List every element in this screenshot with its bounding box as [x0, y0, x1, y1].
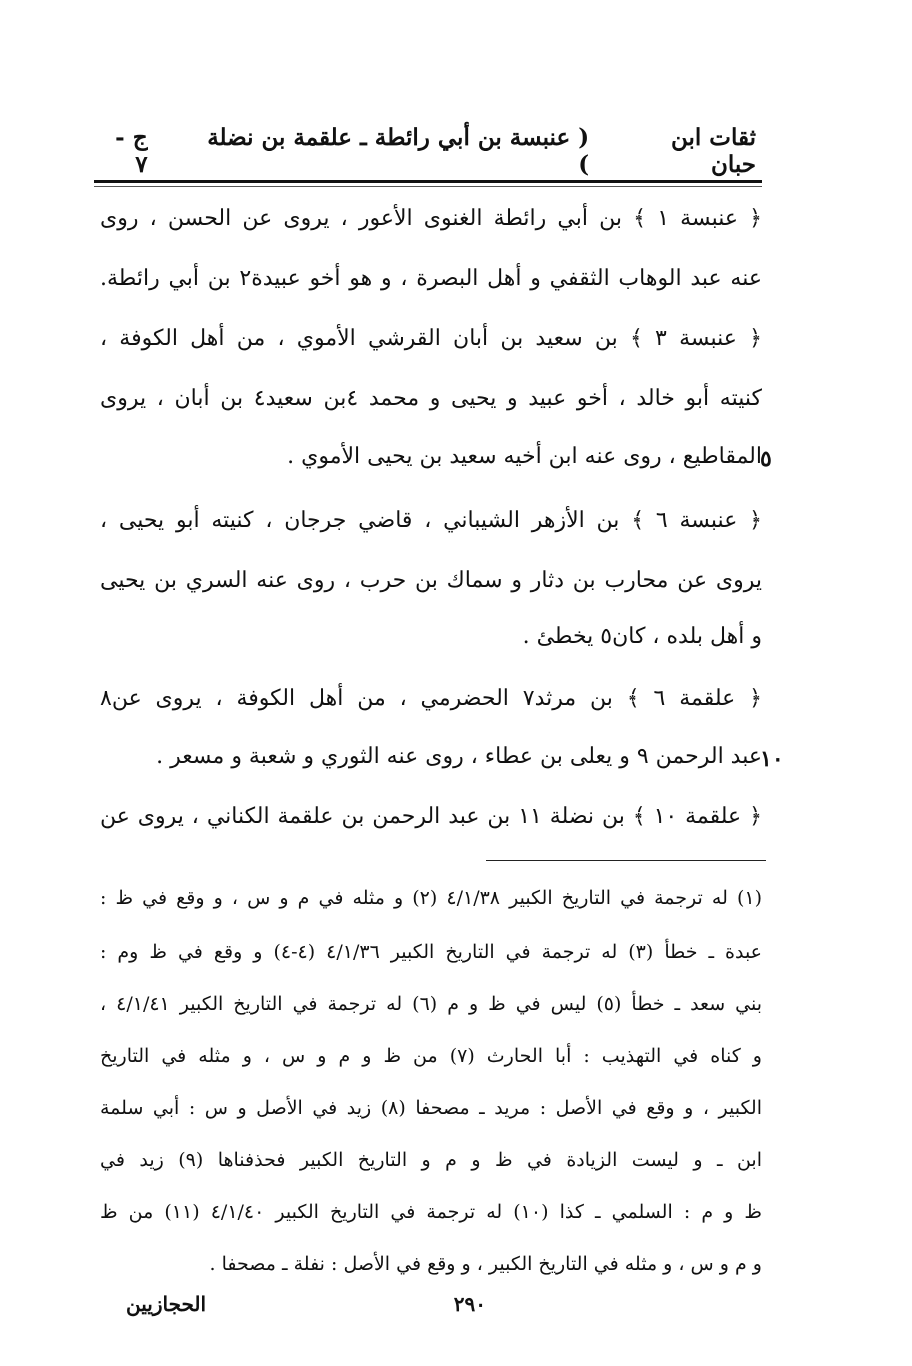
line-number-5: ٥	[760, 446, 772, 472]
body-line-2: عنه عبد الوهاب الثقفي و أهل البصرة ، و هو أخو عبيدة٢ بن أبي رائطة.	[100, 266, 762, 291]
header-rule-thin	[94, 186, 762, 187]
footnote-line-2: عبدة ـ خطأ (٣) له ترجمة في التاريخ الكبير ٤/١/٣٦ (٤-٤) و وقع في ظ وم :	[100, 941, 763, 963]
footnote-line-5: الكبير ، و وقع في الأصل : مريد ـ مصحفا (٨) زيد في الأصل و س : أبي سلمة	[100, 1097, 763, 1119]
body-line-7: يروى عن محارب بن دثار و سماك بن حرب ، روى عنه السري بن يحيى	[100, 568, 762, 593]
header-volume: ج - ٧	[115, 124, 148, 178]
signature-mark: الحجازيين	[126, 1292, 207, 1316]
line-number-10: ١٠	[760, 746, 784, 772]
footnote-line-6: ابن ـ و ليست الزيادة في ظ و م و التاريخ الكبير فحذفناها (٩) زيد في	[100, 1149, 762, 1171]
footnote-line-1: (١) له ترجمة في التاريخ الكبير ٤/١/٣٨ (٢) و مثله في م و س ، و وقع في ظ :	[100, 887, 763, 909]
running-header	[96, 124, 756, 178]
page-footer	[96, 1292, 756, 1328]
body-line-3: ﴿ عنبسة ٣ ﴾ بن سعيد بن أبان القرشي الأموي ، من أهل الكوفة ،	[100, 326, 762, 351]
header-entry-range: ( عنبسة بن أبي رائطة ـ علقمة بن نضلة )	[207, 124, 590, 178]
footnote-line-4: و كناه في التهذيب : أبا الحارث (٧) من ظ و م و س ، و مثله في التاريخ	[100, 1045, 762, 1067]
body-line-5: المقاطيع ، روى عنه ابن أخيه سعيد بن يحيى الأموي .	[287, 444, 762, 469]
footnote-line-7: ظ و م : السلمي ـ كذا (١٠) له ترجمة في التاريخ الكبير ٤/١/٤٠ (١١) من ظ	[100, 1201, 762, 1223]
footnote-rule	[486, 860, 766, 861]
body-line-4: كنيته أبو خالد ، أخو عبيد و يحيى و محمد ٤بن سعيد٤ بن أبان ، يروى	[100, 386, 762, 411]
footnote-line-3: بني سعد ـ خطأ (٥) ليس في ظ و م (٦) له ترجمة في التاريخ الكبير ٤/١/٤١ ،	[100, 993, 763, 1015]
header-book-title: ثقات ابن حبان	[670, 124, 756, 178]
body-line-8: و أهل بلده ، كان٥ يخطئ .	[522, 624, 762, 649]
header-rule	[94, 180, 762, 183]
footnote-line-8: و م و س ، و مثله في التاريخ الكبير ، و وقع في الأصل : نفلة ـ مصحفا .	[209, 1253, 762, 1275]
body-line-10: عبد الرحمن ٩ و يعلى بن عطاء ، روى عنه الثوري و شعبة و مسعر .	[156, 744, 762, 769]
body-line-1: ﴿ عنبسة ١ ﴾ بن أبي رائطة الغنوى الأعور ، يروى عن الحسن ، روى	[100, 206, 763, 231]
body-line-6: ﴿ عنبسة ٦ ﴾ بن الأزهر الشيباني ، قاضي جرجان ، كنيته أبو يحيى ،	[100, 508, 763, 533]
body-line-9: ﴿ علقمة ٦ ﴾ بن مرثد٧ الحضرمي ، من أهل الكوفة ، يروى عن٨	[100, 686, 762, 711]
page-number: ٢٩٠	[453, 1292, 486, 1316]
body-line-11: ﴿ علقمة ١٠ ﴾ بن نضلة ١١ بن عبد الرحمن بن علقمة الكناني ، يروى عن	[100, 804, 762, 829]
